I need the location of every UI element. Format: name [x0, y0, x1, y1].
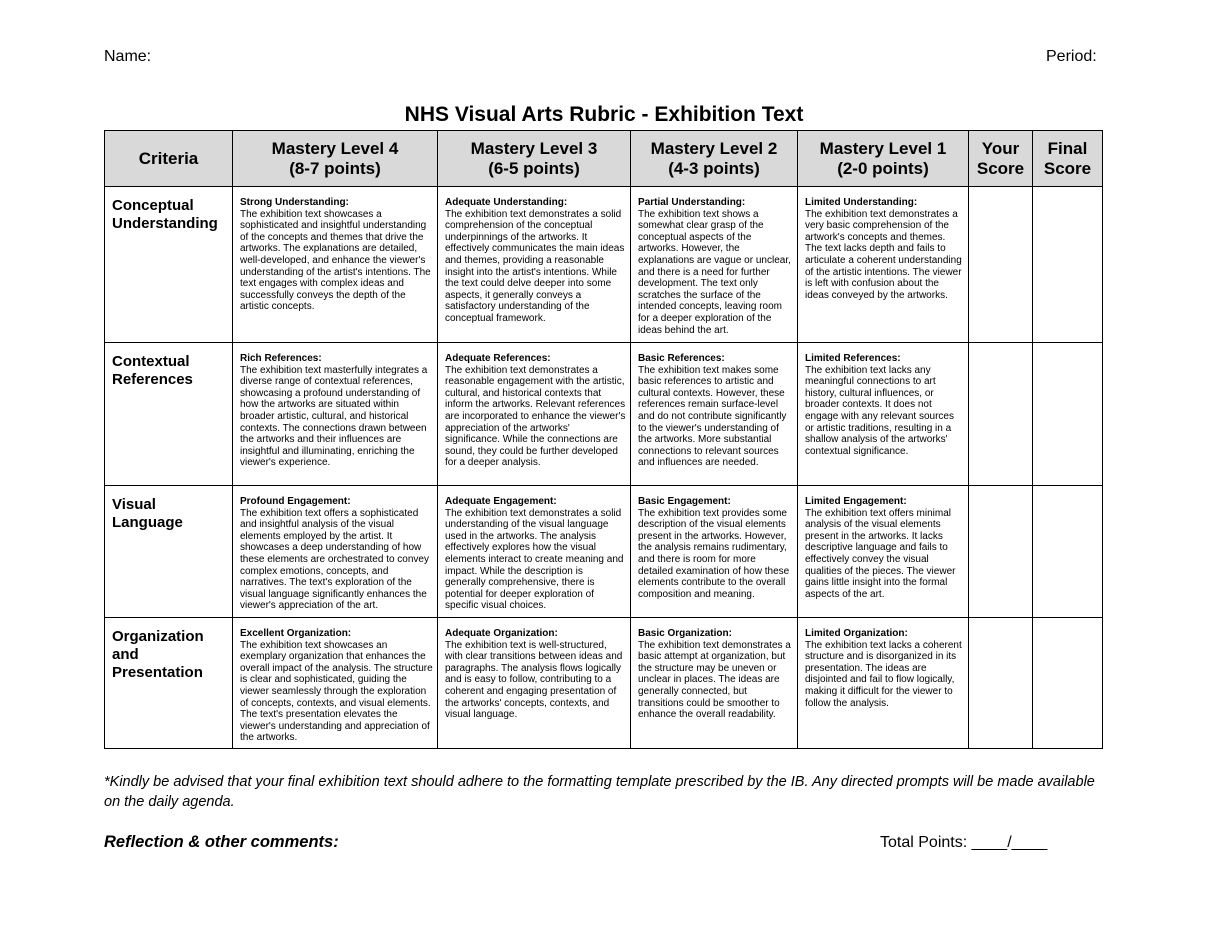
- level-title: Limited Engagement:: [805, 496, 907, 507]
- level-3-cell: [438, 343, 631, 486]
- level-title: Adequate References:: [445, 353, 551, 364]
- column-header-level-3: [438, 131, 631, 187]
- column-header-level-4: [233, 131, 438, 187]
- table-row-organization-presentation: [105, 618, 1103, 749]
- final-score-cell[interactable]: [1033, 187, 1103, 343]
- level-description: The exhibition text offers a sophisticated and insightful analysis of the visual elements employed by the artist. It showcases a deep understanding of how these elements are orchestrated to convey complex emotions, concepts, and narratives. The text's exploration of the visual language significantly enhances the viewer's appreciation of the art.: [240, 507, 429, 612]
- level-description: The exhibition text demonstrates a very basic comprehension of the artwork's concepts and themes. The text lacks depth and fails to articulate a coherent understanding of the artistic intentions. The viewer is left with confusion about the ideas conveyed by the artworks.: [805, 208, 962, 301]
- column-header-points: (2-0 points): [837, 158, 929, 178]
- column-header-line: Mastery Level 2: [650, 138, 778, 158]
- level-2-cell: [631, 343, 798, 486]
- column-header-your-score: [969, 131, 1033, 187]
- header-row: [105, 131, 1103, 187]
- level-description: The exhibition text makes some basic references to artistic and cultural contexts. However, these references remain surface-level and do not contribute significantly to the viewer's understanding of the artworks. More substantial connections to relevant sources and influences are needed.: [638, 364, 787, 469]
- level-title: Basic Organization:: [638, 628, 732, 639]
- total-points: Total Points: ____/____: [880, 834, 1048, 851]
- level-title: Basic References:: [638, 353, 725, 364]
- footnote: *Kindly be advised that your final exhibition text should adhere to the formatting template prescribed by the IB. Any directed prompts will be made available on the daily agenda.: [104, 774, 1095, 810]
- level-title: Adequate Organization:: [445, 628, 558, 639]
- column-header-line: Criteria: [138, 148, 199, 168]
- level-title: Limited Understanding:: [805, 197, 918, 208]
- level-4-cell: [233, 618, 438, 749]
- rubric-table: [104, 130, 1103, 749]
- level-2-cell: [631, 618, 798, 749]
- level-title: Profound Engagement:: [240, 496, 351, 507]
- level-description: The exhibition text masterfully integrates a diverse range of contextual references, showcasing a profound understanding of how the artworks are situated within broader artistic, cultural, and historical contexts. The connections drawn between the artworks and their influences are insightful and illuminating, enriching the viewer's experience.: [240, 364, 428, 469]
- level-4-cell: [233, 343, 438, 486]
- column-header-line: Mastery Level 3: [470, 138, 598, 158]
- level-description: The exhibition text lacks a coherent structure and is disorganized in its presentation. The ideas are disjointed and fail to flow logically, making it difficult for the viewer to follow the analysis.: [805, 639, 962, 709]
- column-header-line: Final: [1047, 138, 1088, 158]
- level-description: The exhibition text demonstrates a solid comprehension of the conceptual underpinnings of the artworks. It effectively communicates the main ideas and themes, providing a reasonable insight into the artist's intentions. While the text could delve deeper into some aspects, it generally conveys a satisfactory understanding of the conceptual framework.: [445, 208, 625, 324]
- level-3-cell: [438, 486, 631, 618]
- column-header-line: Score: [1043, 158, 1092, 178]
- level-description: The exhibition text shows a somewhat clear grasp of the conceptual aspects of the artworks. However, the explanations are vague or unclear, and there is a need for further development. The text only scratches the surface of the intended concepts, leaving room for a deeper exploration of the ideas behind the art.: [638, 208, 791, 336]
- table-row-conceptual-understanding: [105, 187, 1103, 343]
- level-1-cell: [798, 486, 969, 618]
- level-3-cell: [438, 187, 631, 343]
- column-header-points: (4-3 points): [668, 158, 760, 178]
- level-title: Partial Understanding:: [638, 197, 746, 208]
- column-header-level-2: [631, 131, 798, 187]
- column-header-line: Mastery Level 1: [819, 138, 947, 158]
- your-score-cell[interactable]: [969, 343, 1033, 486]
- level-title: Basic Engagement:: [638, 496, 731, 507]
- level-title: Excellent Organization:: [240, 628, 352, 639]
- level-description: The exhibition text showcases an exemplary organization that enhances the overall impact of the analysis. The structure is clear and sophisticated, guiding the viewer seamlessly through the exploration of concepts, contexts, and visual elements. The text's presentation elevates the viewer's understanding and appreciation of the artworks.: [240, 639, 433, 744]
- level-description: The exhibition text demonstrates a basic attempt at organization, but the structure may be uneven or unclear in places. The ideas are generally connected, but transitions could be smoother to enhance the overall readability.: [638, 639, 791, 721]
- level-title: Limited Organization:: [805, 628, 908, 639]
- level-3-cell: [438, 618, 631, 749]
- criteria-cell: Conceptual Understanding: [105, 187, 233, 343]
- level-1-cell: [798, 187, 969, 343]
- level-description: The exhibition text is well-structured, with clear transitions between ideas and paragraphs. The analysis flows logically and is easy to follow, contributing to a coherent and engaging presentation of the artworks' concepts, contexts, and visual language.: [445, 639, 623, 721]
- level-description: The exhibition text provides some description of the visual elements present in the artworks. However, the analysis remains rudimentary, and there is room for more detailed examination of how these elements contribute to the overall composition and meaning.: [638, 507, 790, 600]
- criteria-cell: Contextual References: [105, 343, 233, 486]
- criteria-cell: Visual Language: [105, 486, 233, 618]
- column-header-criteria: [105, 131, 233, 187]
- table-row-contextual-references: [105, 343, 1103, 486]
- level-description: The exhibition text demonstrates a reasonable engagement with the artistic, cultural, and historical contexts that inform the artworks. Relevant references are incorporated to enhance the viewer's appreciation of the artworks' significance. While the connections are sound, they could be further developed for a deeper analysis.: [445, 364, 626, 469]
- final-score-cell[interactable]: [1033, 486, 1103, 618]
- level-2-cell: [631, 187, 798, 343]
- column-header-points: (8-7 points): [289, 158, 381, 178]
- level-1-cell: [798, 618, 969, 749]
- level-4-cell: [233, 486, 438, 618]
- level-title: Rich References:: [240, 353, 322, 364]
- level-description: The exhibition text offers minimal analysis of the visual elements present in the artworks. It lacks descriptive language and fails to effectively convey the visual qualities of the pieces. The viewer gains little insight into the formal aspects of the art.: [805, 507, 956, 600]
- your-score-cell[interactable]: [969, 187, 1033, 343]
- reflection-label: Reflection & other comments:: [104, 833, 339, 851]
- column-header-line: Score: [976, 158, 1025, 178]
- level-2-cell: [631, 486, 798, 618]
- level-title: Strong Understanding:: [240, 197, 349, 208]
- level-description: The exhibition text showcases a sophisticated and insightful understanding of the concepts and themes that drive the artworks. The explanations are detailed, well-developed, and enhance the viewer's understanding of the artist's intentions. The text engages with complex ideas and successfully conveys the depth of the artistic concepts.: [240, 208, 431, 313]
- criteria-cell: Organization and Presentation: [105, 618, 233, 749]
- level-1-cell: [798, 343, 969, 486]
- level-title: Adequate Engagement:: [445, 496, 557, 507]
- level-title: Limited References:: [805, 353, 901, 364]
- column-header-line: Your: [981, 138, 1020, 158]
- column-header-final-score: [1033, 131, 1103, 187]
- level-description: The exhibition text lacks any meaningful connections to art history, cultural influences, or broader contexts. It does not engage with any relevant sources or artistic traditions, resulting in a shallow analysis of the artworks' contextual significance.: [805, 364, 954, 457]
- level-title: Adequate Understanding:: [445, 197, 568, 208]
- page-title: NHS Visual Arts Rubric - Exhibition Text: [404, 103, 804, 126]
- name-label: Name:: [104, 48, 152, 65]
- table-row-visual-language: [105, 486, 1103, 618]
- column-header-points: (6-5 points): [488, 158, 580, 178]
- level-4-cell: [233, 187, 438, 343]
- column-header-level-1: [798, 131, 969, 187]
- final-score-cell[interactable]: [1033, 618, 1103, 749]
- column-header-line: Mastery Level 4: [271, 138, 399, 158]
- level-description: The exhibition text demonstrates a solid understanding of the visual language used in the artworks. The analysis effectively explores how the visual elements interact to create meaning and impact. While the description is generally comprehensive, there is potential for deeper exploration of specific visual choices.: [445, 507, 624, 612]
- final-score-cell[interactable]: [1033, 343, 1103, 486]
- period-label: Period:: [1046, 48, 1097, 65]
- your-score-cell[interactable]: [969, 618, 1033, 749]
- your-score-cell[interactable]: [969, 486, 1033, 618]
